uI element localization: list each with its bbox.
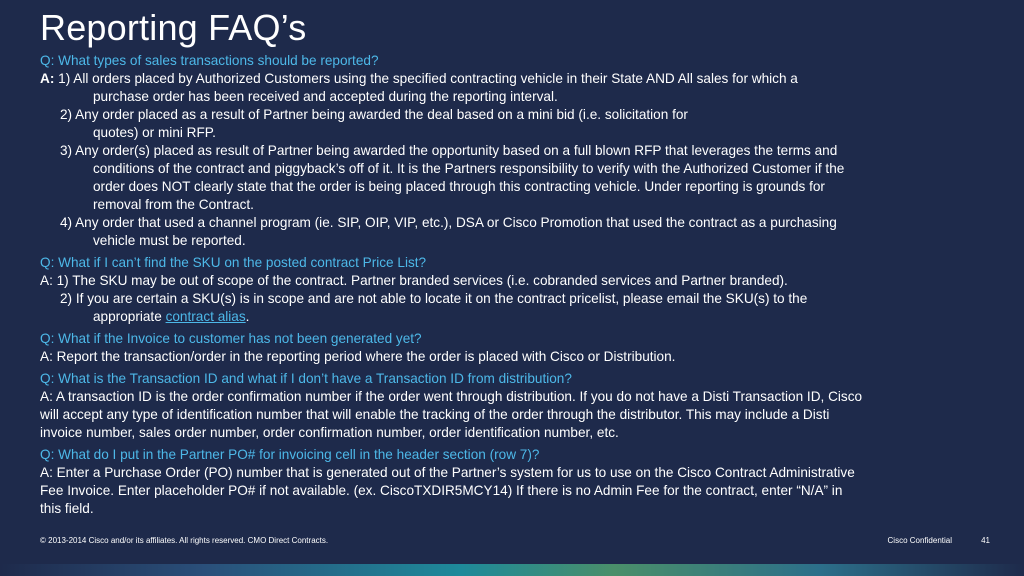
faq-answer-1-line xyxy=(40,70,990,88)
faq-answer-4-line: A: A transaction ID is the order confirmation number if the order went through distribution. If you do not have a Disti Transaction ID, Cisco xyxy=(40,389,863,404)
faq-answer-1-cont: conditions of the contract and piggyback’s off of it. It is the Partners responsibility to verify with the Authorized Customer if the xyxy=(93,161,845,176)
decorative-gradient-bar xyxy=(0,564,1024,576)
contract-alias-link[interactable]: contract alias xyxy=(165,309,246,324)
faq-content xyxy=(40,52,990,518)
confidential-label: Cisco Confidential xyxy=(887,536,952,545)
faq-answer-3: A: Report the transaction/order in the reporting period where the order is placed with Cisco or Distribution. xyxy=(40,349,676,364)
faq-answer-1-item-3: 3) Any order(s) placed as result of Partner being awarded the opportunity based on a full blown RFP that leverages the terms and xyxy=(60,143,838,158)
faq-answer-2-item-1: A: 1) The SKU may be out of scope of the contract. Partner branded services (i.e. cobranded services and Partner branded). xyxy=(40,273,788,288)
faq-answer-1-item-4: 4) Any order that used a channel program (ie. SIP, OIP, VIP, etc.), DSA or Cisco Promotion that used the contract as a purchasing xyxy=(60,215,837,230)
faq-answer-1-cont: vehicle must be reported. xyxy=(93,233,246,248)
faq-answer-1-cont: quotes) or mini RFP. xyxy=(93,125,216,140)
faq-answer-4-line: invoice number, sales order number, order confirmation number, order identification number, etc. xyxy=(40,425,619,440)
answer-text: appropriate xyxy=(93,309,166,324)
faq-question-5: Q: What do I put in the Partner PO# for invoicing cell in the header section (row 7)? xyxy=(40,447,540,462)
faq-answer-1-item-2: 2) Any order placed as a result of Partner being awarded the deal based on a mini bid (i.e. solicitation for xyxy=(60,107,688,122)
faq-answer-4-line: will accept any type of identification number that will enable the tracking of the order through the distributor. This may include a Disti xyxy=(40,407,830,422)
faq-question-3: Q: What if the Invoice to customer has not been generated yet? xyxy=(40,331,422,346)
faq-answer-5-line: Fee Invoice. Enter placeholder PO# if not available. (ex. CiscoTXDIR5MCY14) If there is no Admin Fee for the contract, enter “N/A” in xyxy=(40,483,843,498)
faq-answer-2-item-2: 2) If you are certain a SKU(s) is in scope and are not able to locate it on the contract pricelist, please email the SKU(s) to the xyxy=(60,291,808,306)
slide-title: Reporting FAQ’s xyxy=(40,7,307,48)
faq-question-2: Q: What if I can’t find the SKU on the posted contract Price List? xyxy=(40,255,427,270)
faq-answer-1-cont: removal from the Contract. xyxy=(93,197,254,212)
faq-question-4: Q: What is the Transaction ID and what if I don’t have a Transaction ID from distribution? xyxy=(40,371,572,386)
faq-answer-1-cont: order does NOT clearly state that the order is being placed through this contracting vehicle. Under reporting is grounds for xyxy=(93,179,825,194)
faq-answer-5-line: A: Enter a Purchase Order (PO) number that is generated out of the Partner’s system for us to use on the Cisco Contract Administrative xyxy=(40,465,855,480)
answer-text: . xyxy=(245,309,250,324)
faq-answer-1-cont: purchase order has been received and accepted during the reporting interval. xyxy=(93,89,558,104)
faq-answer-2-cont xyxy=(40,308,990,326)
slide-footer xyxy=(40,536,990,546)
copyright-text: © 2013-2014 Cisco and/or its affiliates. All rights reserved. CMO Direct Contracts. xyxy=(40,536,329,545)
page-number: 41 xyxy=(981,536,990,545)
faq-answer-5-line: this field. xyxy=(40,501,94,516)
answer-prefix: A: xyxy=(40,71,55,86)
faq-question-1: Q: What types of sales transactions should be reported? xyxy=(40,53,379,68)
answer-text: 1) All orders placed by Authorized Customers using the specified contracting vehicle in their State AND All sales for which a xyxy=(54,71,798,86)
